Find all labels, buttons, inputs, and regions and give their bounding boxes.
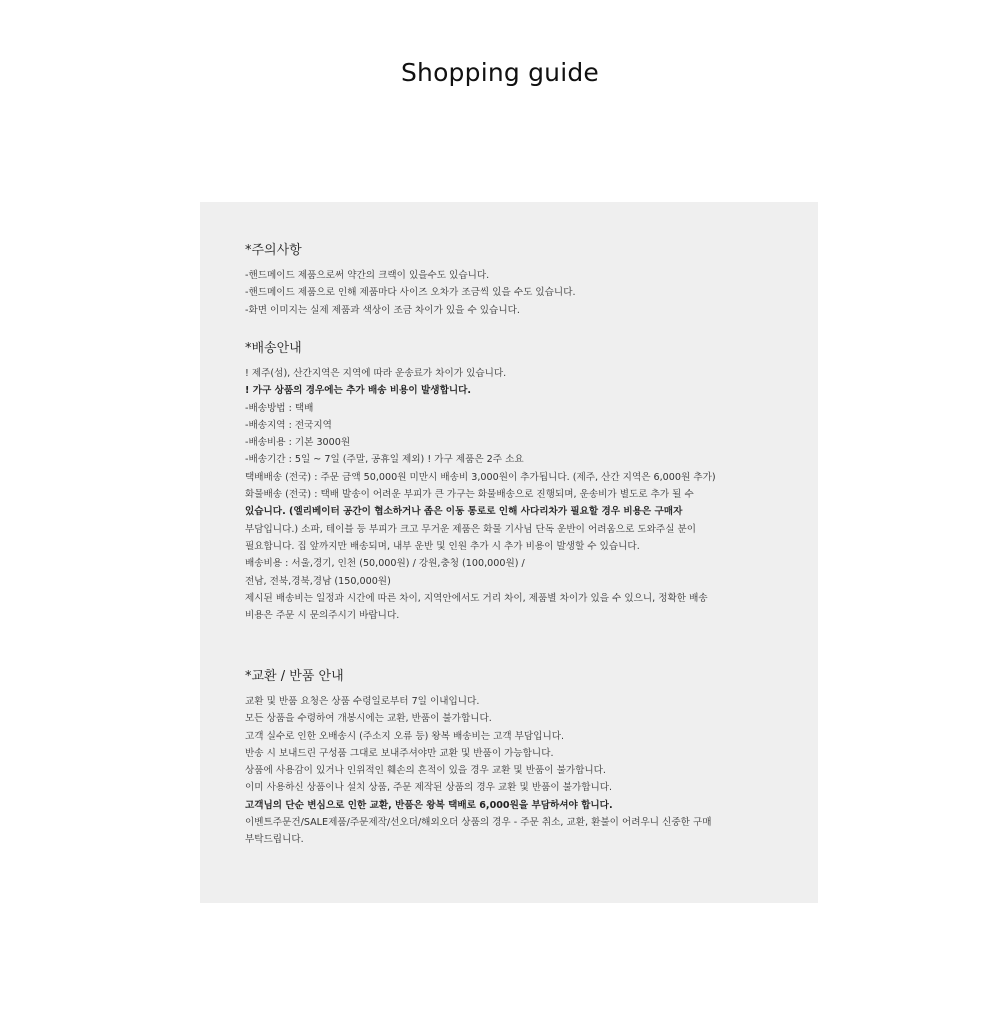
guide-text-line: -배송기간 : 5일 ~ 7일 (주말, 공휴일 제외) ! 가구 제품은 2주 소요 xyxy=(245,454,524,466)
guide-text-line: 모든 상품을 수령하여 개봉시에는 교환, 반품이 불가합니다. xyxy=(245,713,492,725)
guide-text-line: 택배배송 (전국) : 주문 금액 50,000원 미만시 배송비 3,000원이 추가됩니다. (제주, 산간 지역은 6,000원 추가) xyxy=(245,471,716,483)
guide-text-line: 배송비용 : 서울,경기, 인천 (50,000원) / 강원,충청 (100,000원) / xyxy=(245,558,525,570)
exchange-lines xyxy=(245,693,785,849)
guide-text-line: -화면 이미지는 실제 제품과 색상이 조금 차이가 있을 수 있습니다. xyxy=(245,304,520,316)
shipping-section xyxy=(245,340,785,624)
guide-text-line: 필요합니다. 집 앞까지만 배송되며, 내부 운반 및 인원 추가 시 추가 비용이 발생할 수 있습니다. xyxy=(245,540,640,552)
exchange-section xyxy=(245,668,785,849)
guide-text-line: 상품에 사용감이 있거나 인위적인 훼손의 흔적이 있을 경우 교환 및 반품이 불가합니다. xyxy=(245,765,606,777)
notice-lines xyxy=(245,267,785,319)
guide-text-line: 고객 실수로 인한 오배송시 (주소지 오류 등) 왕복 배송비는 고객 부담입니다. xyxy=(245,730,565,742)
page-title: Shopping guide xyxy=(400,58,600,87)
guide-text-line: ! 제주(섬), 산간지역은 지역에 따라 운송료가 차이가 있습니다. xyxy=(245,368,507,379)
guide-text-line: -핸드메이드 제품으로 인해 제품마다 사이즈 오차가 조금씩 있을 수도 있습니다. xyxy=(245,287,576,299)
guide-text-line: ! 가구 상품의 경우에는 추가 배송 비용이 발생합니다. xyxy=(245,385,472,397)
guide-text-line: -배송방법 : 택배 xyxy=(245,402,314,414)
guide-text-line: -배송비용 : 기본 3000원 xyxy=(245,437,351,449)
guide-text-line: 있습니다. (엘리베이터 공간이 협소하거나 좁은 이동 통로로 인해 사다리차가 필요할 경우 비용은 구매자 xyxy=(245,506,683,518)
guide-text-line: 교환 및 반품 요청은 상품 수령일로부터 7일 이내입니다. xyxy=(245,696,480,707)
guide-text-line: 반송 시 보내드린 구성품 그대로 보내주셔야만 교환 및 반품이 가능합니다. xyxy=(245,747,554,759)
shipping-lines xyxy=(245,365,785,624)
guide-text-line: 부담입니다.) 소파, 테이블 등 부피가 크고 무거운 제품은 화물 기사님 단독 운반이 어려움으로 도와주실 분이 xyxy=(245,523,697,535)
guide-text-line: 화물배송 (전국) : 택배 발송이 어려운 부피가 큰 가구는 화물배송으로 진행되며, 운송비가 별도로 추가 될 수 xyxy=(245,489,694,501)
shopping-guide-panel xyxy=(200,202,818,903)
guide-text-line: 이벤트주문건/SALE제품/주문제작/선오더/해외오더 상품의 경우 - 주문 취소, 교환, 환불이 어려우니 신중한 구매 xyxy=(245,817,712,829)
guide-text-line: 부탁드립니다. xyxy=(245,834,304,846)
notice-section xyxy=(245,242,785,319)
guide-text-line: 제시된 배송비는 일정과 시간에 따른 차이, 지역안에서도 거리 차이, 제품별 차이가 있을 수 있으니, 정확한 배송 xyxy=(245,592,708,604)
guide-text-line: -배송지역 : 전국지역 xyxy=(245,419,332,431)
guide-text-line: -핸드메이드 제품으로써 약간의 크랙이 있을수도 있습니다. xyxy=(245,270,490,281)
guide-text-line: 전남, 전북,경북,경남 (150,000원) xyxy=(245,575,391,587)
exchange-heading: *교환 / 반품 안내 xyxy=(245,669,344,684)
guide-text-line: 비용은 주문 시 문의주시기 바랍니다. xyxy=(245,610,400,622)
guide-text-line: 이미 사용하신 상품이나 설치 상품, 주문 제작된 상품의 경우 교환 및 반품이 불가합니다. xyxy=(245,782,613,794)
shipping-heading: *배송안내 xyxy=(245,341,302,356)
guide-text-line: 고객님의 단순 변심으로 인한 교환, 반품은 왕복 택배로 6,000원을 부담하셔야 합니다. xyxy=(245,799,613,811)
notice-heading: *주의사항 xyxy=(245,243,302,258)
